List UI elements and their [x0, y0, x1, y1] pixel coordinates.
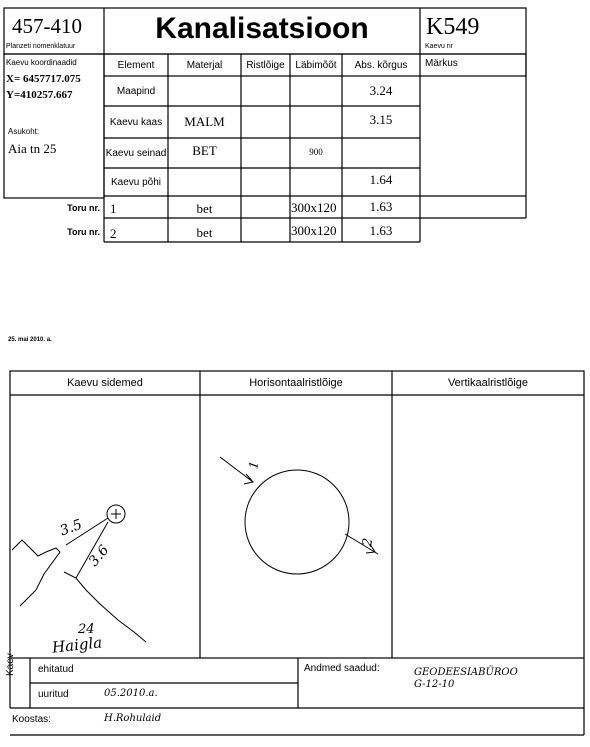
sketch-header-connections: Kaevu sidemed: [67, 377, 143, 389]
address-value: Aia tn 25: [8, 141, 57, 156]
table-row-element: Kaevu seinad: [105, 147, 167, 159]
footer-uuritud-label: uuritud: [38, 689, 69, 700]
col-header-markus: Märkus: [425, 58, 458, 69]
coordinates-label: Kaevu koordinaadid: [6, 58, 77, 67]
date-line: 25. mai 2010. a.: [8, 337, 52, 343]
sketch-header-horizontal: Horisontaalristlõige: [249, 377, 343, 389]
pipe-row-abs: 1.63: [369, 223, 393, 238]
pipe-row-label: Toru nr.: [67, 203, 100, 213]
sketch-dimension-a: 3.5: [57, 516, 85, 540]
nomenclature-value: 457-410: [12, 14, 82, 38]
pipe-row-number: 2: [110, 226, 117, 241]
pipe-row-labimoot: 300x120: [291, 223, 337, 238]
col-header-materjal: Materjal: [186, 59, 223, 71]
address-label: Asukoht:: [8, 127, 40, 136]
footer-koostas-label: Koostas:: [12, 714, 51, 725]
table-row-materjal: BET: [192, 143, 217, 158]
pipe-row-number: 1: [110, 201, 117, 216]
footer-uuritud-value: 05.2010.a.: [104, 688, 158, 699]
footer-koostas-value: H.Rohulaid: [104, 713, 162, 724]
table-row-element: Kaevu kaas: [109, 116, 163, 128]
sketch-pipe-1: 1: [246, 460, 262, 470]
sketch-dimension-b: 3.6: [85, 542, 113, 570]
sketch-pipe-2: 2: [360, 537, 377, 548]
well-number-value: K549: [426, 14, 480, 40]
coordinate-y: Y=410257.667: [6, 89, 73, 101]
pipe-row-labimoot: 300x120: [291, 200, 337, 215]
footer-kaev-label: Kaev: [5, 653, 16, 676]
col-header-ristloige: Ristlõige: [246, 59, 285, 71]
sketch-street-number: 24: [78, 622, 95, 637]
sketch-header-vertical: Vertikaalristlõige: [447, 377, 529, 389]
table-row-element: Kaevu põhi: [110, 176, 162, 188]
table-row-abs: 3.24: [369, 83, 393, 98]
pipe-row-label: Toru nr.: [67, 227, 100, 237]
footer-andmed-value-1: GEODEESIABÜROO: [414, 667, 518, 678]
sketch-street-name: Haigla: [51, 633, 103, 657]
page-title: Kanalisatsioon: [155, 12, 369, 45]
table-row-abs: 3.15: [369, 112, 393, 127]
pipe-row-materjal: bet: [196, 225, 213, 240]
footer-andmed-label: Andmed saadud:: [304, 663, 380, 674]
coordinate-x: X= 6457717.075: [6, 73, 81, 85]
well-number-label: Kaevu nr: [425, 43, 454, 50]
table-row-abs: 1.64: [369, 172, 393, 187]
table-row-materjal: MALM: [184, 114, 225, 129]
nomenclature-label: Planzeti nomenklatuur: [6, 43, 76, 50]
col-header-abs: Abs. kõrgus: [354, 59, 408, 71]
footer-andmed-value-2: G-12-10: [414, 679, 455, 690]
col-header-element: Element: [117, 59, 155, 71]
pipe-row-materjal: bet: [196, 201, 213, 216]
table-row-element: Maapind: [116, 85, 156, 97]
table-row-labimoot: 900: [309, 147, 323, 157]
col-header-labimoot: Läbimõõt: [295, 59, 337, 71]
pipe-row-abs: 1.63: [369, 199, 393, 214]
footer-ehitatud-label: ehitatud: [38, 664, 74, 675]
